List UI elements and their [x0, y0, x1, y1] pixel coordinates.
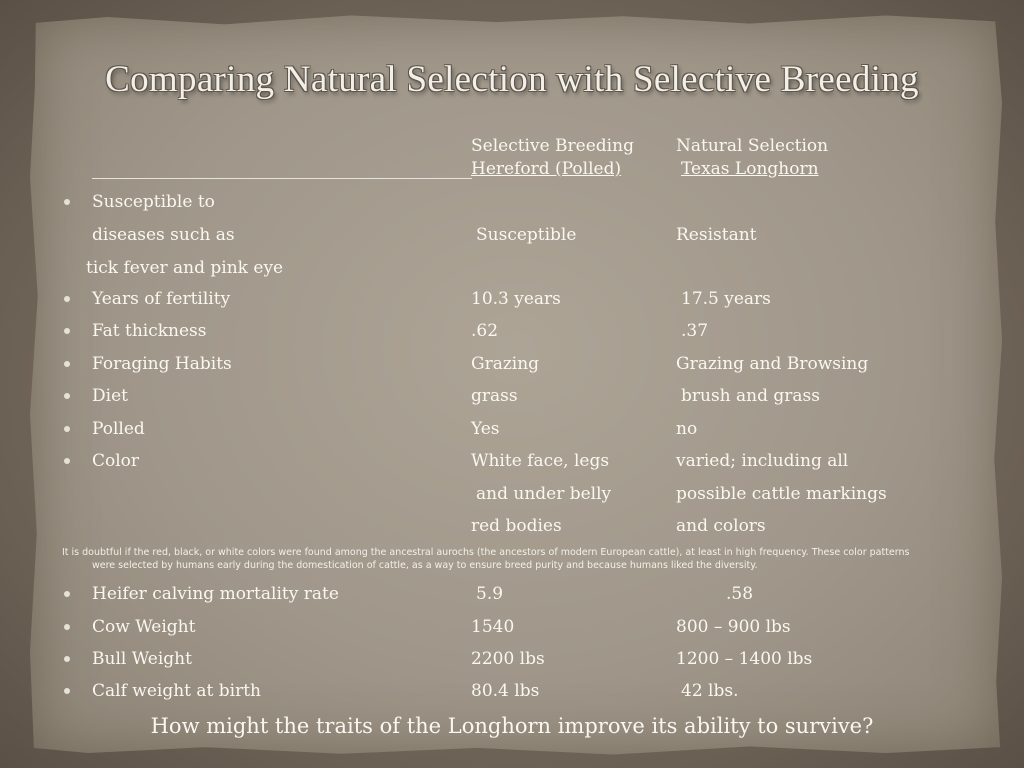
row-calf-value-hereford: 80.4 lbs — [471, 681, 540, 701]
row-heifer-value-hereford: 5.9 — [476, 584, 504, 604]
row-susceptible-label-2: diseases such as — [92, 225, 235, 245]
row-calf-value-longhorn: 42 lbs. — [681, 681, 739, 701]
bullet-icon — [64, 426, 70, 432]
closing-question: How might the traits of the Longhorn improve its ability to survive? — [150, 714, 874, 738]
header-natural-selection: Natural Selection — [676, 136, 829, 156]
row-diet-label: Diet — [92, 386, 128, 406]
row-calf-label: Calf weight at birth — [92, 681, 261, 701]
header-underline — [92, 178, 472, 179]
bullet-icon — [64, 656, 70, 662]
footnote-line-2: were selected by humans early during the domestication of cattle, as a way to ensure breed purity and because humans liked the diversity. — [92, 560, 758, 571]
row-bull-value-hereford: 2200 lbs — [471, 649, 545, 669]
bullet-icon — [64, 328, 70, 334]
bullet-icon — [64, 688, 70, 694]
bullet-icon — [64, 624, 70, 630]
row-cow-value-hereford: 1540 — [471, 617, 515, 637]
row-diet-value-hereford: grass — [471, 386, 518, 406]
row-bull-label: Bull Weight — [92, 649, 192, 669]
row-diet-value-longhorn: brush and grass — [681, 386, 820, 406]
row-foraging-label: Foraging Habits — [92, 354, 232, 374]
row-polled-label: Polled — [92, 419, 145, 439]
row-color-value-hereford-2: and under belly — [476, 484, 612, 504]
bullet-icon — [64, 458, 70, 464]
row-susceptible-value-hereford: Susceptible — [476, 225, 577, 245]
row-cow-value-longhorn: 800 – 900 lbs — [676, 617, 791, 637]
footnote-line-1: It is doubtful if the red, black, or white colors were found among the ancestral aurochs (the ancestors of modern European cattle), at least in high frequency. These color patterns — [62, 547, 910, 558]
bullet-icon — [64, 296, 70, 302]
row-susceptible-label-3: tick fever and pink eye — [86, 258, 284, 278]
row-fertility-label: Years of fertility — [92, 289, 231, 309]
row-heifer-value-longhorn: .58 — [726, 584, 754, 604]
row-color-value-hereford-1: White face, legs — [471, 451, 610, 471]
row-color-value-longhorn-3: and colors — [676, 516, 766, 536]
row-color-value-longhorn-1: varied; including all — [676, 451, 849, 471]
row-susceptible-label: Susceptible to — [92, 192, 215, 212]
row-polled-value-hereford: Yes — [471, 419, 500, 439]
row-fat-label: Fat thickness — [92, 321, 207, 341]
row-polled-value-longhorn: no — [676, 419, 698, 439]
row-fat-value-hereford: .62 — [471, 321, 499, 341]
color-footnote — [62, 546, 962, 572]
bullet-icon — [64, 361, 70, 367]
row-fertility-value-longhorn: 17.5 years — [681, 289, 771, 309]
bullet-icon — [64, 591, 70, 597]
parchment-panel — [30, 14, 1002, 756]
header-selective-breeding: Selective Breeding — [471, 136, 634, 156]
row-fertility-value-hereford: 10.3 years — [471, 289, 561, 309]
row-susceptible-value-longhorn: Resistant — [676, 225, 757, 245]
slide-title: Comparing Natural Selection with Selective Breeding — [105, 59, 919, 100]
row-foraging-value-hereford: Grazing — [471, 354, 540, 374]
row-color-value-longhorn-2: possible cattle markings — [676, 484, 887, 504]
bullet-icon — [64, 393, 70, 399]
row-foraging-value-longhorn: Grazing and Browsing — [676, 354, 869, 374]
bullet-icon — [64, 199, 70, 205]
row-color-label: Color — [92, 451, 140, 471]
row-fat-value-longhorn: .37 — [681, 321, 709, 341]
header-hereford: Hereford (Polled) — [471, 159, 622, 179]
row-cow-label: Cow Weight — [92, 617, 196, 637]
row-heifer-label: Heifer calving mortality rate — [92, 584, 339, 604]
row-color-value-hereford-3: red bodies — [471, 516, 562, 536]
row-bull-value-longhorn: 1200 – 1400 lbs — [676, 649, 813, 669]
header-texas-longhorn: Texas Longhorn — [681, 159, 819, 179]
